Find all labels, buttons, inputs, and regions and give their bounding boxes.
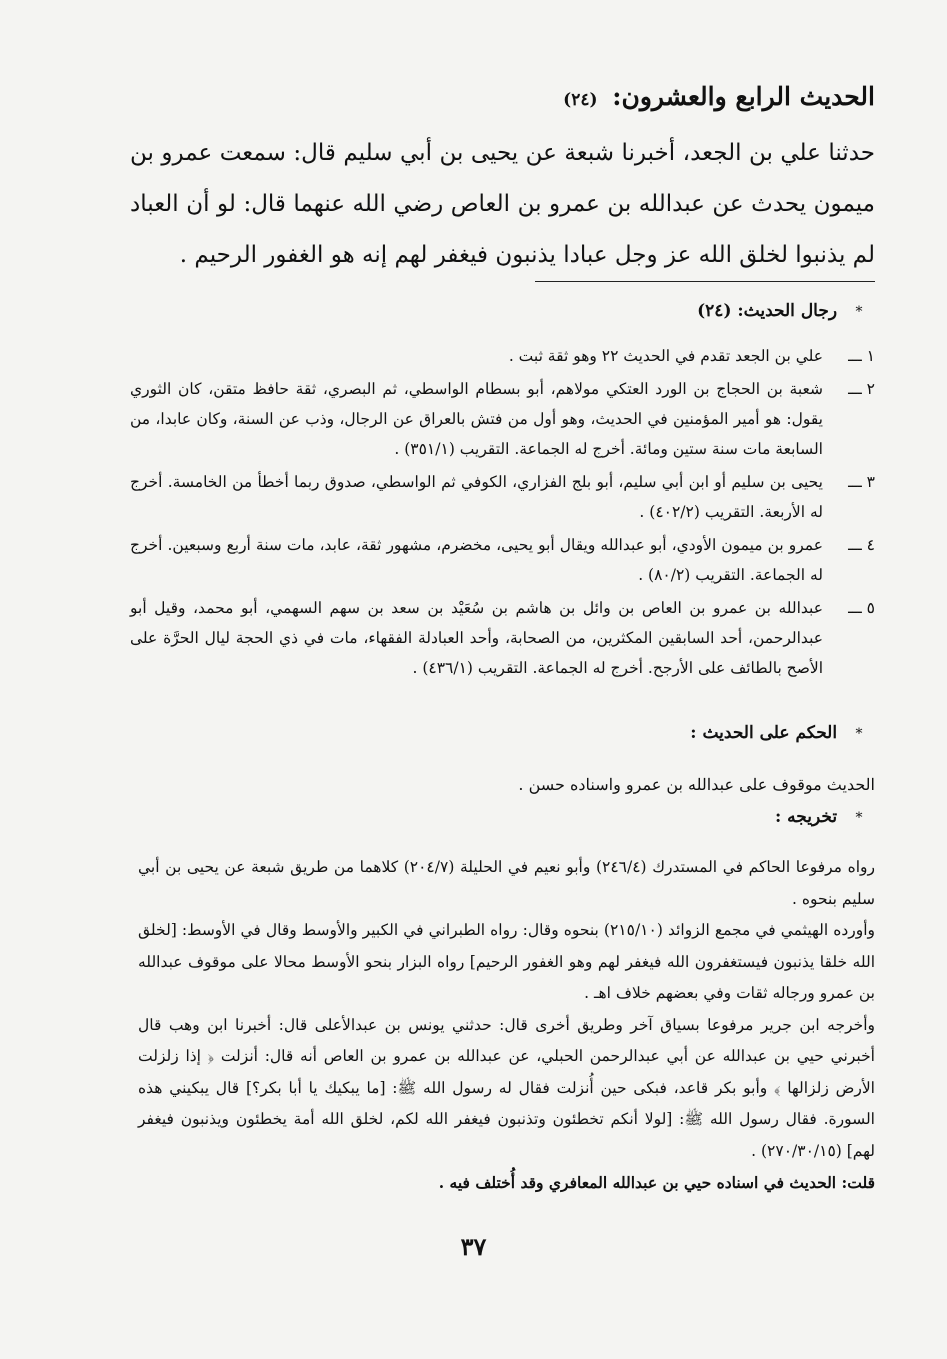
rijal-heading-text: رجال الحديث: (٢٤): [697, 301, 838, 321]
narrator-text: يحيى بن سليم أو ابن أبي سليم، أبو بلج الفزاري، الكوفي ثم الواسطي، صدوق ربما أخطأ من الخامسة. أخرج له الأربعة. التقريب (٤٠٢/٢) .: [130, 473, 823, 521]
narrator-index: ٣ ـــ: [848, 473, 875, 491]
star-bullet-icon: *: [855, 810, 863, 826]
narrator-item: [130, 374, 875, 464]
hadith-text: حدثنا علي بن الجعد، أخبرنا شبعة عن يحيى بن أبي سليم قال: سمعت عمرو بن ميمون يحدث عن عبدالله بن عمرو بن العاص رضي الله عنهما قال: لو أن العباد لم يذنبوا لخلق الله عز وجل عبادا يذنبون فيغفر لهم إنه هو الغفور الرحيم .: [130, 140, 875, 268]
hukm-heading: [115, 718, 875, 749]
narrator-index: ١ ـــ: [848, 347, 875, 365]
star-bullet-icon: *: [855, 726, 863, 742]
narrator-index: ٤ ـــ: [848, 536, 875, 554]
hadith-title-number: (٢٤): [563, 90, 598, 110]
hukm-heading-text: الحكم على الحديث :: [690, 723, 838, 743]
star-bullet-icon: *: [855, 304, 863, 320]
separator-line: [535, 281, 875, 282]
hukm-text: الحديث موقوف على عبدالله بن عمرو واسناده حسن .: [518, 775, 875, 794]
takhrij-heading: [115, 802, 875, 833]
narrator-text: علي بن الجعد تقدم في الحديث ٢٢ وهو ثقة ثبت .: [508, 347, 823, 365]
hadith-title: [115, 72, 875, 125]
narrator-text: شعبة بن الحجاج بن الورد العتكي مولاهم، أبو بسطام الواسطي، ثم البصري، ثقة حافظ متقن، كان الثوري يقول: هو أمير المؤمنين في الحديث، وهو أول من فتش بالعراق عن الرجال، وذب عن السنة، وكان عابدا، من السابعة مات سنة ستين ومائة. أخرج له الجماعة. التقريب (٣٥١/١) .: [130, 380, 823, 458]
narrator-list: [130, 341, 875, 686]
rijal-heading: [115, 296, 875, 327]
takhrij-paragraph: رواه مرفوعا الحاكم في المستدرك (٢٤٦/٤) وأبو نعيم في الحليلة (٢٠٤/٧) كلاهما من طريق شبعة عن يحيى بن أبي سليم بنحوه .: [138, 858, 875, 908]
narrator-item: [130, 593, 875, 683]
narrator-item: [130, 530, 875, 590]
narrator-text: عبدالله بن عمرو بن العاص بن وائل بن هاشم بن سُعَيْد بن سعد بن سهم السهمي، أبو محمد، وقيل أبو عبدالرحمن، أحد السابقين المكثرين، من الصحابة، وأحد العبادلة الفقهاء، مات في ذي الحجة ليال الحرَّة على الأصح بالطائف على الأرجح. أخرج له الجماعة. التقريب (٤٣٦/١) .: [130, 599, 823, 677]
takhrij-paragraph: وأخرجه ابن جرير مرفوعا بسياق آخر وطريق أخرى قال: حدثني يونس بن عبدالأعلى قال: أخبرنا ابن وهب قال أخبرني حيي بن عبدالله عن أبي عبدالرحمن الحبلي، عن عبدالله بن عمرو بن العاص أنه قال: أنزلت ﴿ إذا زلزلت الأرض زلزالها ﴾ وأبو بكر قاعد، فبكى حين أُنزلت فقال له رسول الله ﷺ: [ما يبكيك يا أبا بكر؟] قال يبكيني هذه السورة. فقال رسول الله ﷺ: [لولا أنكم تخطئون وتذنبون فيغفر الله لكم، لخلق الله أمة يخطئون ويذنبون فيغفر لهم] (٢٧٠/٣٠/١٥) .: [138, 1015, 875, 1160]
narrator-item: [130, 467, 875, 527]
takhrij-paragraph: وأورده الهيثمي في مجمع الزوائد (٢١٥/١٠) بنحوه وقال: رواه الطبراني في الكبير والأوسط وقال في الأوسط: [لخلق الله خلقا يذنبون فيستغفرون الله فيغفر لهم وهو الغفور الرحيم] رواه البزار بنحو الأوسط محالا على موقوف عبدالله بن عمرو ورجاله ثقات وفي بعضهم خلاف اهـ .: [138, 921, 876, 1002]
takhrij-conclusion: قلت: الحديث في اسناده حيي بن عبدالله المعافري وقد أُختلف فيه .: [438, 1173, 875, 1192]
narrator-item: [130, 341, 875, 371]
page-number: ٣٧: [460, 1232, 487, 1261]
narrator-text: عمرو بن ميمون الأودي، أبو عبدالله ويقال أبو يحيى، مخضرم، مشهور ثقة، عابد، مات سنة أربع وسبعين. أخرج له الجماعة. التقريب (٨٠/٢) .: [130, 536, 823, 584]
narrator-index: ٢ ـــ: [848, 380, 875, 398]
takhrij-body: [138, 852, 875, 1199]
narrator-index: ٥ ـــ: [848, 599, 875, 617]
hadith-title-text: الحديث الرابع والعشرون:: [612, 82, 875, 111]
takhrij-heading-text: تخريجه :: [774, 807, 838, 827]
